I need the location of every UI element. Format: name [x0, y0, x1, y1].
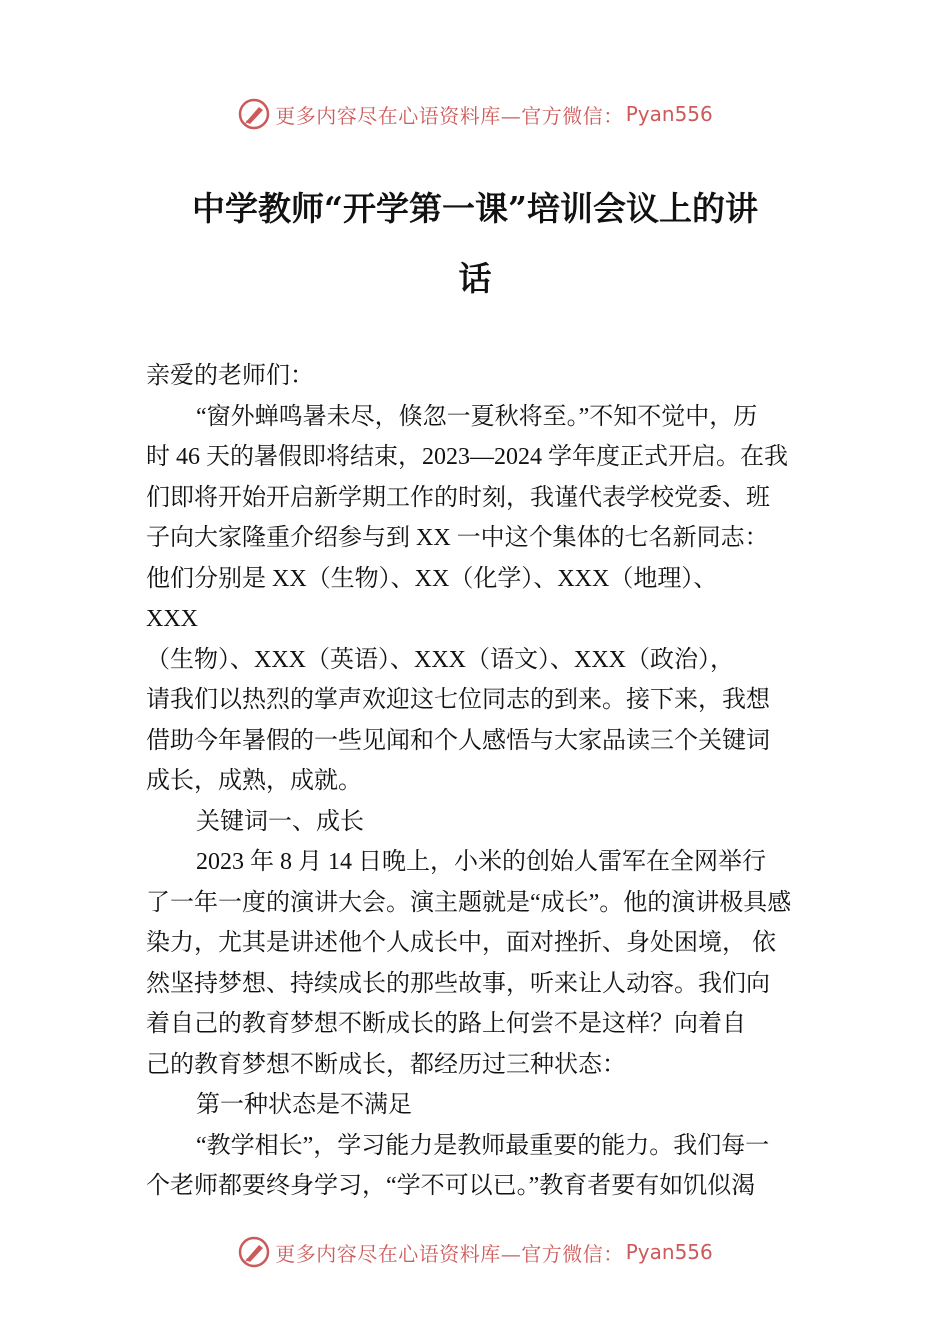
paragraph-line: （生物）、XXX（英语）、XXX（语文）、XXX（政治），	[146, 646, 734, 673]
document-title-line-1: 中学教师“开学第一课”培训会议上的讲	[192, 189, 758, 228]
document-body	[146, 356, 836, 1207]
section-heading: 关键词一、成长	[196, 808, 364, 835]
paragraph-line: 他们分别是 XX（生物）、XX（化学）、XXX（地理）、	[146, 565, 718, 592]
pen-in-circle-icon	[237, 97, 271, 131]
paragraph-line: 然坚持梦想、持续成长的那些故事，听来让人动容。我们向	[146, 970, 770, 997]
paragraph-line: 子向大家隆重介绍参与到 XX 一中这个集体的七名新同志：	[146, 525, 769, 551]
footer-watermark	[0, 1232, 950, 1272]
paragraph-line: XXX	[146, 606, 198, 632]
paragraph-line: 2023 年 8 月 14 日晚上，小米的创始人雷军在全网举行	[196, 849, 766, 875]
watermark-wechat-id: Pyan556	[625, 1240, 713, 1264]
watermark-wechat-id: Pyan556	[625, 102, 713, 126]
paragraph-line: “教学相长”，学习能力是教师最重要的能力。我们每一	[196, 1132, 770, 1159]
watermark-text: 更多内容尽在心语资料库—官方微信：	[275, 1241, 624, 1266]
header-watermark	[0, 94, 950, 134]
paragraph-line: 己的教育梦想不断成长，都经历过三种状态：	[146, 1051, 626, 1078]
paragraph-line: 染力，尤其是讲述他个人成长中，面对挫折、身处困境， 依	[146, 930, 776, 956]
pen-in-circle-icon	[237, 1235, 271, 1269]
paragraph-line: 借助今年暑假的一些见闻和个人感悟与大家品读三个关键词	[146, 727, 770, 754]
salutation: 亲爱的老师们：	[146, 363, 314, 389]
paragraph-line: “窗外蝉鸣暑未尽，倏忽一夏秋将至。”不知不觉中，历	[196, 403, 758, 430]
paragraph-line: 时 46 天的暑假即将结束，2023—2024 学年度正式开启。在我	[146, 444, 788, 470]
paragraph-line: 着自己的教育梦想不断成长的路上何尝不是这样？向着自	[146, 1011, 746, 1037]
paragraph-line: 们即将开始开启新学期工作的时刻，我谨代表学校党委、班	[146, 484, 770, 511]
paragraph-line: 个老师都要终身学习，“学不可以已。”教育者要有如饥似渴	[146, 1173, 756, 1199]
paragraph-line: 请我们以热烈的掌声欢迎这七位同志的到来。接下来，我想	[146, 687, 770, 713]
paragraph-line: 成长，成熟，成就。	[146, 768, 362, 794]
paragraph-line: 了一年一度的演讲大会。演主题就是“成长”。他的演讲极具感	[146, 889, 792, 916]
watermark-text: 更多内容尽在心语资料库—官方微信：	[275, 103, 624, 128]
subsection-heading: 第一种状态是不满足	[196, 1092, 412, 1118]
document-title-line-2: 话	[458, 259, 492, 298]
